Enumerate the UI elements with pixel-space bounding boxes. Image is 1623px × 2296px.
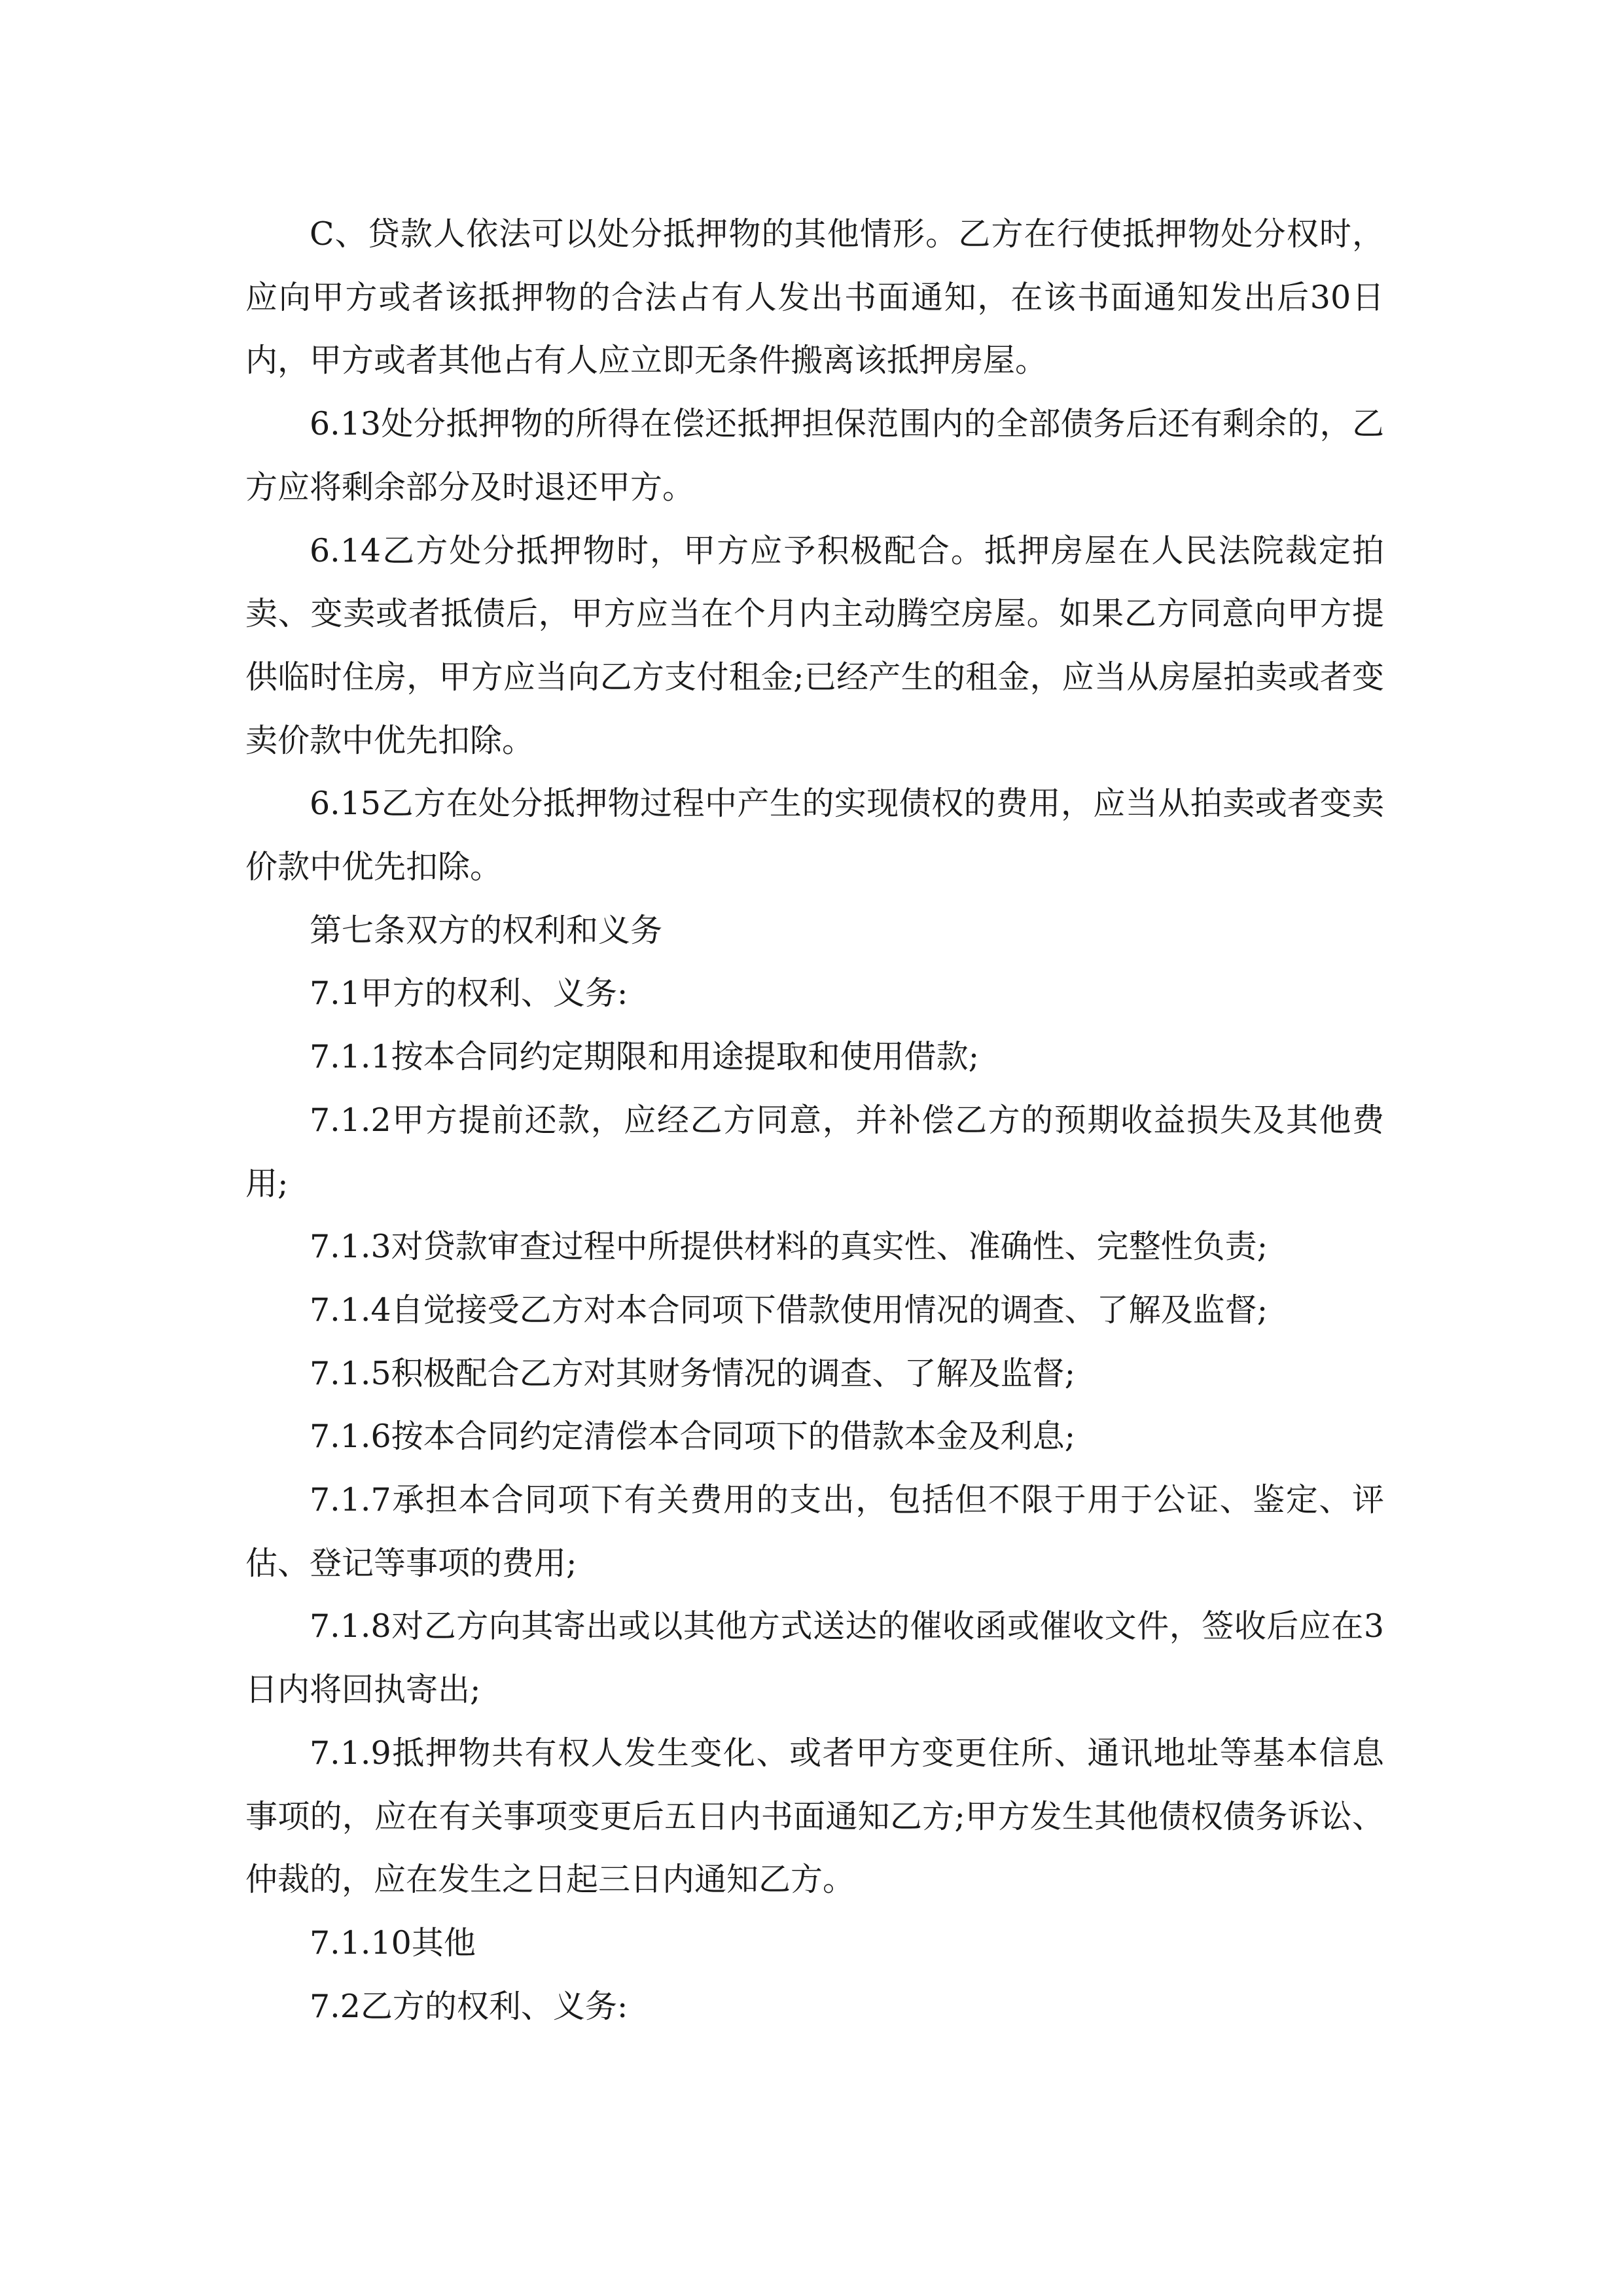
paragraph-7-1-6: 7.1.6按本合同约定清偿本合同项下的借款本金及利息;: [310, 1418, 1076, 1456]
paragraph-7-1-3: 7.1.3对贷款审查过程中所提供材料的真实性、准确性、完整性负责;: [310, 1228, 1268, 1266]
paragraph-7-1-7: 7.1.7承担本合同项下有关费用的支出，包括但不限于用于公证、鉴定、评估、登记等事项的费用;: [245, 1481, 1384, 1582]
paragraph-6-13: 6.13处分抵押物的所得在偿还抵押担保范围内的全部债务后还有剩余的，乙方应将剩余部分及时退还甲方。: [245, 405, 1384, 506]
paragraph-7-1-1: 7.1.1按本合同约定期限和用途提取和使用借款;: [310, 1038, 980, 1076]
paragraph-7-2: 7.2乙方的权利、义务:: [310, 1987, 628, 2025]
document-body: [245, 203, 1384, 2038]
paragraph-7-1-4: 7.1.4自觉接受乙方对本合同项下借款使用情况的调查、了解及监督;: [310, 1291, 1268, 1329]
paragraph-6-15: 6.15乙方在处分抵押物过程中产生的实现债权的费用，应当从拍卖或者变卖价款中优先扣除。: [245, 785, 1384, 886]
paragraph-7-1-8: 7.1.8对乙方向其寄出或以其他方式送达的催收函或催收文件，签收后应在3日内将回执寄出;: [245, 1607, 1384, 1709]
paragraph-7-1-2: 7.1.2甲方提前还款，应经乙方同意，并补偿乙方的预期收益损失及其他费用;: [245, 1101, 1384, 1202]
paragraph-7-1-5: 7.1.5积极配合乙方对其财务情况的调查、了解及监督;: [310, 1354, 1076, 1392]
paragraph-clause-c: C、贷款人依法可以处分抵押物的其他情形。乙方在行使抵押物处分权时，应向甲方或者该抵押物的合法占有人发出书面通知，在该书面通知发出后30日内，甲方或者其他占有人应立即无条件搬离该抵押房屋。: [245, 215, 1384, 380]
paragraph-6-14: 6.14乙方处分抵押物时，甲方应予积极配合。抵押房屋在人民法院裁定拍卖、变卖或者抵债后，甲方应当在个月内主动腾空房屋。如果乙方同意向甲方提供临时住房，甲方应当向乙方支付租金;已经产生的租金，应当从房屋拍卖或者变卖价款中优先扣除。: [245, 531, 1384, 759]
paragraph-7-1-9: 7.1.9抵押物共有权人发生变化、或者甲方变更住所、通讯地址等基本信息事项的，应在有关事项变更后五日内书面通知乙方;甲方发生其他债权债务诉讼、仲裁的，应在发生之日起三日内通知乙方。: [245, 1734, 1384, 1899]
paragraph-7-1: 7.1甲方的权利、义务:: [310, 975, 628, 1013]
section-heading-article-7: 第七条双方的权利和义务: [310, 911, 663, 949]
paragraph-7-1-10: 7.1.10其他: [310, 1924, 476, 1962]
